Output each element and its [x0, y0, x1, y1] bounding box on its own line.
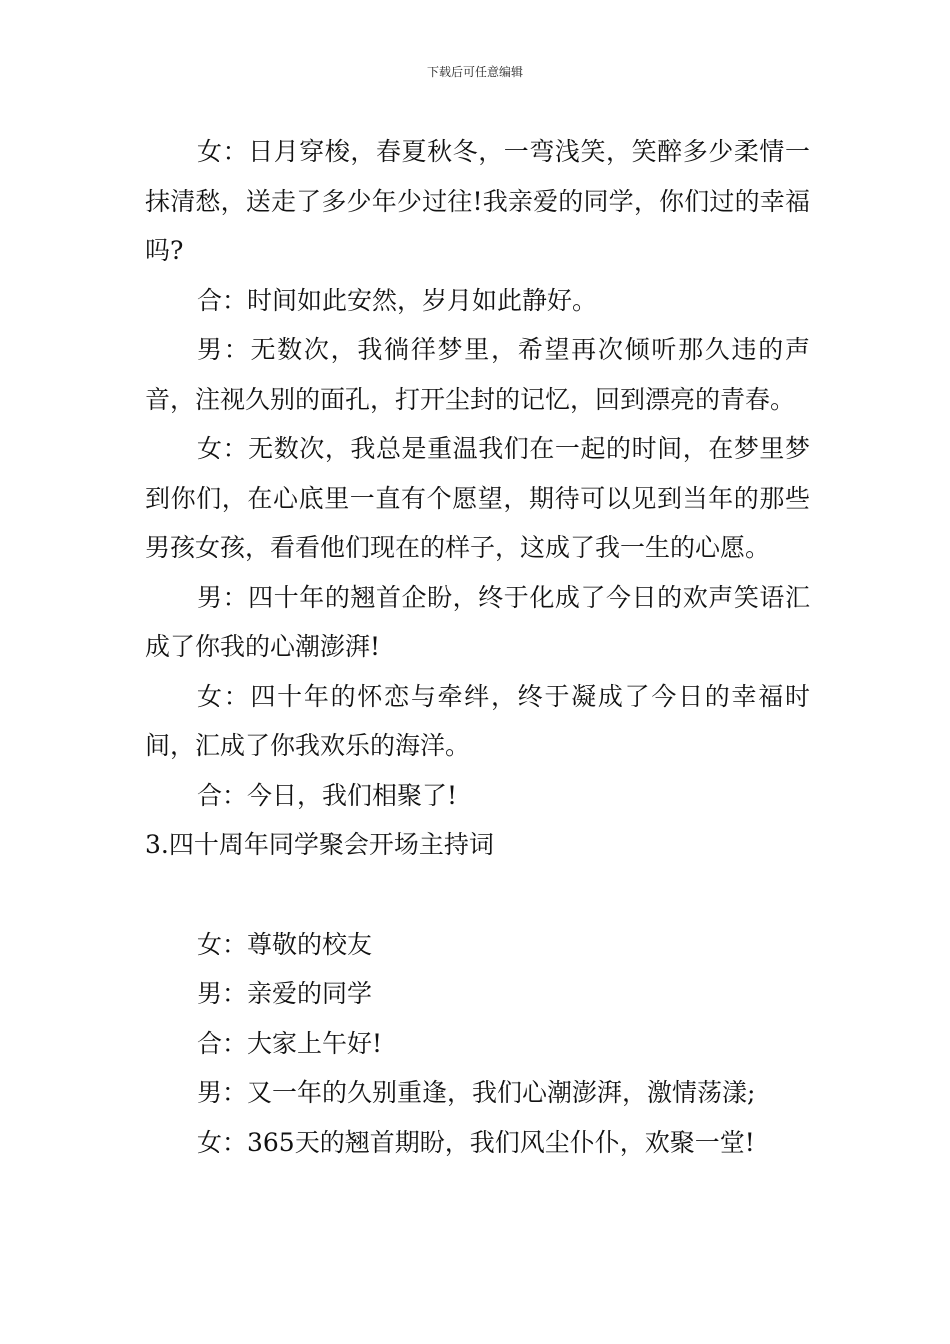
section-title: 3.四十周年同学聚会开场主持词	[145, 830, 494, 859]
paragraph-female-opening: 女：日月穿梭，春夏秋冬，一弯浅笑，笑醉多少柔情一抹清愁，送走了多少年少过往!我亲爱的同学，你们过的幸福吗?	[145, 137, 810, 265]
paragraph-male-2: 男：四十年的翘首企盼，终于化成了今日的欢声笑语汇成了你我的心潮澎湃!	[145, 582, 810, 661]
paragraph-together-1: 合：时间如此安然，岁月如此静好。	[197, 285, 598, 315]
document-body	[145, 127, 810, 1167]
paragraph-together-2: 合：今日，我们相聚了!	[197, 780, 458, 810]
section-line-1: 女：尊敬的校友	[197, 929, 373, 959]
paragraph-female-2: 女：无数次，我总是重温我们在一起的时间，在梦里梦到你们，在心底里一直有个愿望，期待可以见到当年的那些男孩女孩，看看他们现在的样子，这成了我一生的心愿。	[145, 434, 810, 562]
section-line-5: 女：365天的翘首期盼，我们风尘仆仆，欢聚一堂!	[197, 1127, 755, 1157]
paragraph-male-1: 男：无数次，我徜徉梦里，希望再次倾听那久违的声音，注视久别的面孔，打开尘封的记忆，回到漂亮的青春。	[145, 335, 810, 414]
paragraph-female-3: 女：四十年的怀恋与牵绊，终于凝成了今日的幸福时间，汇成了你我欢乐的海洋。	[145, 681, 810, 760]
section-line-3: 合：大家上午好!	[197, 1028, 383, 1058]
section-line-2: 男：亲爱的同学	[197, 979, 373, 1008]
section-line-4: 男：又一年的久别重逢，我们心潮澎湃，激情荡漾;	[197, 1078, 756, 1107]
page-header: 下载后可任意编辑	[426, 65, 523, 79]
section-spacer	[145, 870, 810, 920]
